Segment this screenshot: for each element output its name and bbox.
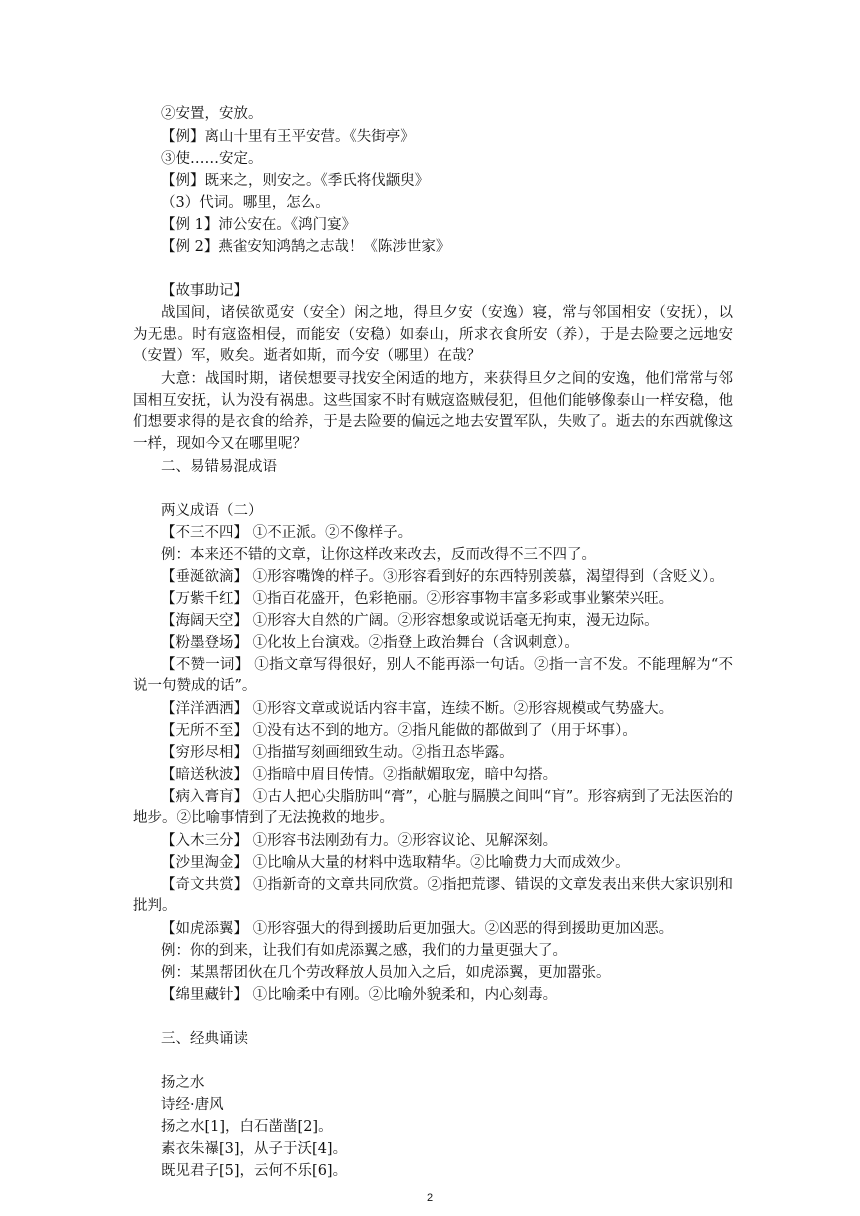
idiom-entry: 【垂涎欲滴】 ①形容嘴馋的样子。③形容看到好的东西特别羡慕，渴望得到（含贬义）。 (161, 569, 724, 585)
idiom-entry: 【奇文共赏】 ①指新奇的文章共同欣赏。②指把荒谬、错误的文章发表出来供大家识别和批判。 (133, 877, 733, 915)
intro-line: ③使……安定。 (161, 151, 263, 167)
idiom-entry: 【不三不四】 ①不正派。②不像样子。 (161, 525, 413, 541)
intro-line: （3）代词。哪里，怎么。 (161, 195, 330, 211)
page-number: 2 (426, 1192, 434, 1204)
intro-line: 【例】既来之，则安之。《季氏将伐颛臾》 (161, 173, 430, 189)
poem-line: 既见君子[5]，云何不乐[6]。 (161, 1163, 348, 1179)
idiom-example: 例：你的到来，让我们有如虎添翼之感，我们的力量更强大了。 (161, 943, 567, 959)
story-meaning: 大意：战国时期，诸侯想要寻找安全闲适的地方，来获得旦夕之间的安逸，他们常常与邻国相互安抚，认为没有祸患。这些国家不时有贼寇盗贼侵犯，但他们能够像泰山一样安稳，他们想要求得的是衣食的给养，于是去险要的偏远之地去安置军队，失败了。逝去的东西就像这一样，现如今又在哪里呢？ (133, 371, 733, 452)
poem-title: 扬之水 (161, 1075, 205, 1091)
idiom-entry: 【穷形尽相】 ①指描写刻画细致生动。②指丑态毕露。 (161, 745, 514, 761)
section-title: 三、经典诵读 (161, 1031, 248, 1047)
story-text: 战国间，诸侯欲觅安（安全）闲之地，得旦夕安（安逸）寝，常与邻国相安（安抚），以为无患。时有寇盗相侵，而能安（安稳）如泰山，所求衣食所安（养），于是去险要之远地安（安置）军，败矣。逝者如斯，而今安（哪里）在哉？ (133, 305, 733, 364)
intro-line: ②安置，安放。 (161, 106, 263, 122)
idiom-entry: 【入木三分】 ①形容书法刚劲有力。②形容议论、见解深刻。 (161, 833, 558, 849)
idiom-entry: 【绵里藏针】 ①比喻柔中有刚。②比喻外貌柔和，内心刻毒。 (161, 987, 558, 1003)
story-heading: 【故事助记】 (161, 283, 248, 299)
poem-source: 诗经·唐风 (161, 1097, 224, 1113)
idiom-entry: 【如虎添翼】 ①形容强大的得到援助后更加强大。②凶恶的得到援助更加凶恶。 (161, 921, 674, 937)
poem-line: 扬之水[1]，白石凿凿[2]。 (161, 1119, 333, 1135)
idiom-entry: 【沙里淘金】 ①比喻从大量的材料中选取精华。②比喻费力大而成效少。 (161, 855, 630, 871)
idiom-example: 例：本来还不错的文章，让你这样改来改去，反而改得不三不四了。 (161, 547, 596, 563)
section-subtitle: 两义成语（二） (161, 503, 263, 519)
section-title: 二、易错易混成语 (161, 459, 277, 475)
intro-line: 【例】离山十里有王平安营。《失街亭》 (161, 129, 415, 145)
idiom-entry: 【暗送秋波】 ①指暗中眉目传情。②指献媚取宠，暗中勾搭。 (161, 767, 558, 783)
intro-line: 【例 1】沛公安在。《鸿门宴》 (161, 217, 357, 233)
intro-line: 【例 2】燕雀安知鸿鹄之志哉！《陈涉世家》 (161, 239, 451, 255)
idiom-entry: 【无所不至】 ①没有达不到的地方。②指凡能做的都做到了（用于坏事）。 (161, 723, 637, 739)
idiom-entry: 【海阔天空】 ①形容大自然的广阔。②形容想象或说话毫无拘束，漫无边际。 (161, 613, 659, 629)
idiom-entry: 【不赞一词】 ①指文章写得很好，别人不能再添一句话。②指一言不发。不能理解为“不说一句赞成的话”。 (133, 657, 733, 695)
idiom-example: 例：某黑帮团伙在几个劳改释放人员加入之后，如虎添翼，更加嚣张。 (161, 965, 611, 981)
idiom-entry: 【粉墨登场】 ①化妆上台演戏。②指登上政治舞台（含讽刺意）。 (161, 635, 579, 651)
poem-line: 素衣朱襮[3]，从子于沃[4]。 (161, 1141, 348, 1157)
idiom-entry: 【病入膏肓】 ①古人把心尖脂肪叫“膏”，心脏与膈膜之间叫“肓”。形容病到了无法医治的地步。②比喻事情到了无法挽救的地步。 (133, 789, 733, 827)
idiom-entry: 【万紫千红】 ①指百花盛开，色彩艳丽。②形容事物丰富多彩或事业繁荣兴旺。 (161, 591, 674, 607)
idiom-entry: 【洋洋洒洒】 ①形容文章或说话内容丰富，连续不断。②形容规模或气势盛大。 (161, 701, 674, 717)
